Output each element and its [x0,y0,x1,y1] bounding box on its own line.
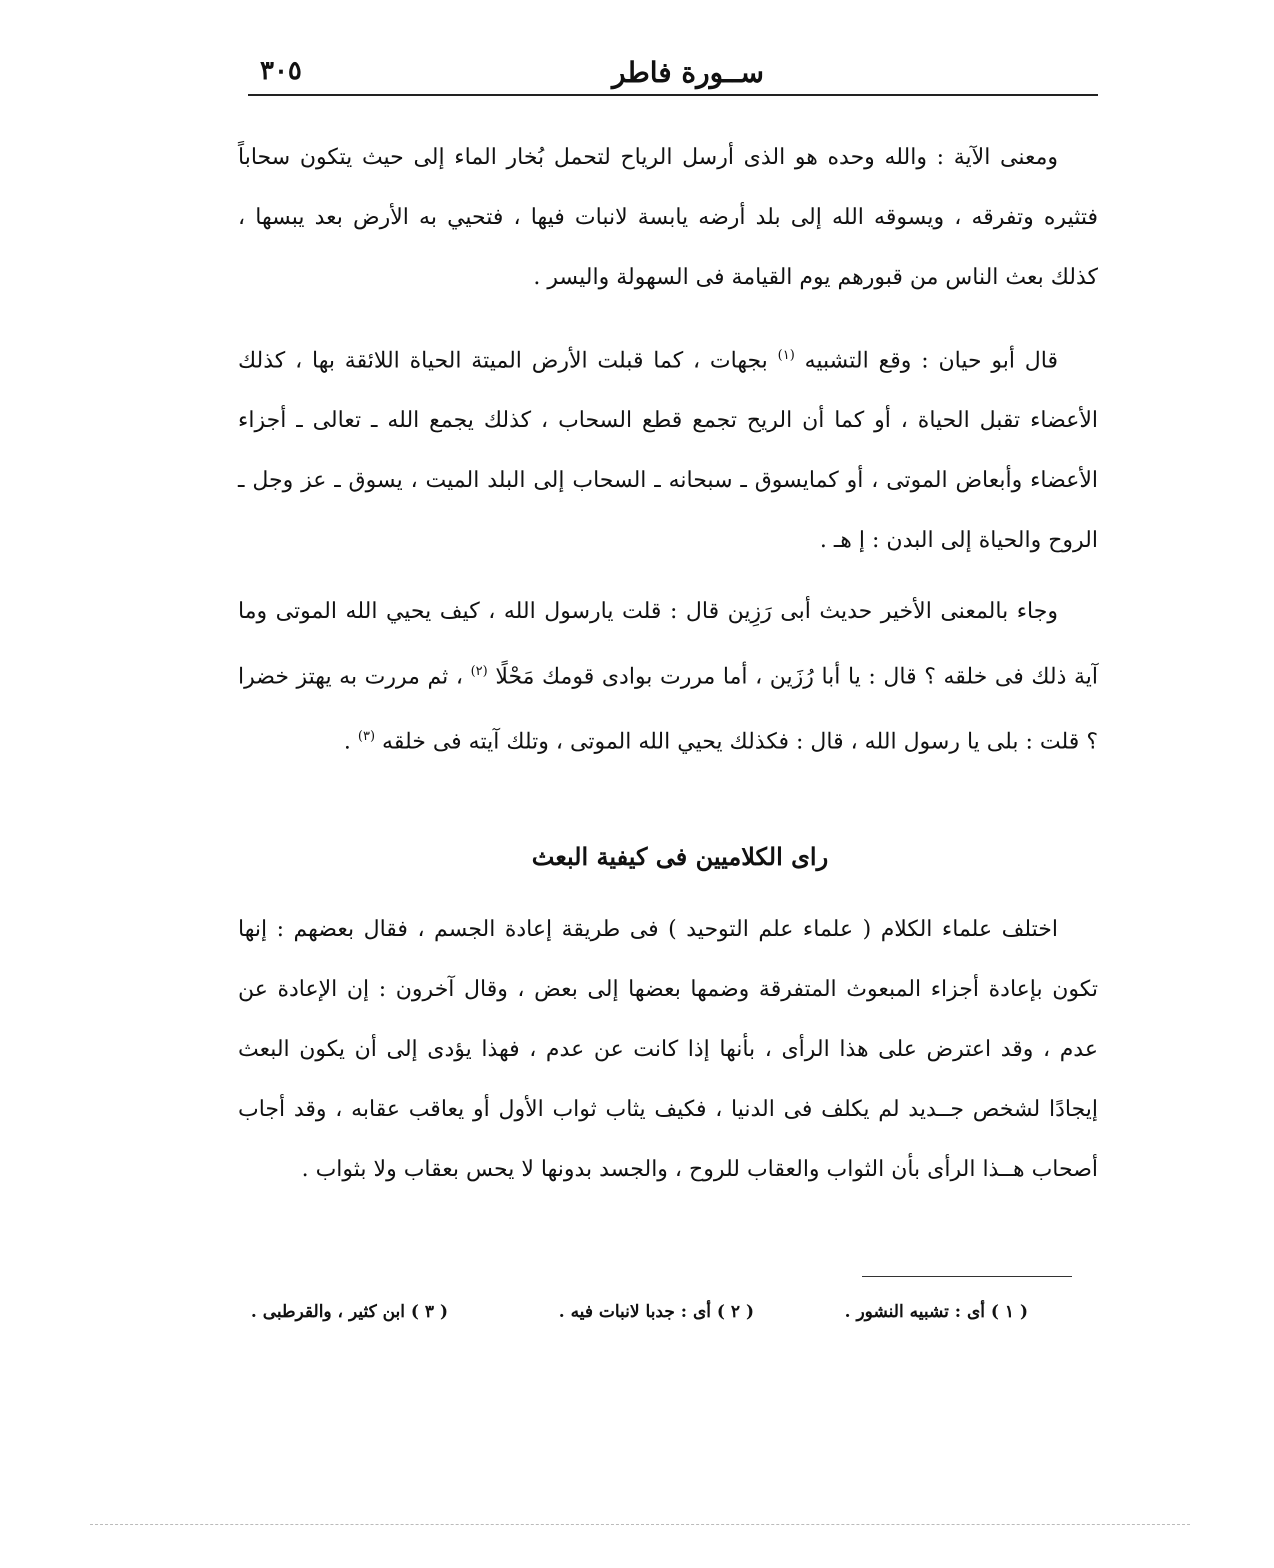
page-header [248,52,1098,92]
footnote-marker-2: (٢) [470,664,488,679]
footnote-rule [862,1276,1072,1277]
paragraph-text: ومعنى الآية : والله وحده هو الذى أرسل الرياح لتحمل بُخار الماء إلى حيث يتكون سحاباً فتثيره وتفرقه ، ويسوقه الله إلى بلد أرضه يابسة لانبات فيها ، فتحيي به الأرض بعد يبسها ، كذلك بعث الناس من قبورهم يوم القيامة فى السهولة واليسر . [238,145,1098,290]
paragraph-text: . [343,729,351,755]
footnote-3: ( ٣ ) ابن كثير ، والقرطبى . [250,1302,448,1322]
footnote-marker-1: (١) [777,348,795,363]
paragraph-text: ، ثم مررت به يهتز خضرا ؟ قلت : بلى يا رسول الله ، قال : فكذلك يحيي الله الموتى ، وتلك آيته فى خلقه [238,664,1098,755]
surah-title: ســورة فاطر [612,56,764,89]
paragraph-text: وجاء بالمعنى الأخير حديث أبى رَزِين قال : قلت يارسول الله ، كيف يحيي الله الموتى وما آية ذلك فى خلقه ؟ قال : يا أبا رُزَين ، أما مررت بوادى قومك مَحْلًا [238,599,1098,690]
paragraph-text: اختلف علماء الكلام ( علماء علم التوحيد ) فى طريقة إعادة الجسم ، فقال بعضهم : إنها تكون بإعادة أجزاء المبعوث المتفرقة وضمها بعضها إلى بعض ، وقال آخرون : إن الإعادة عن عدم ، وقد اعترض على هذا الرأى ، بأنها إذا كانت عن عدم ، فهذا يؤدى إلى أن يكون البعث إيجادًا لشخص جــديد لم يكلف فى الدنيا ، فكيف يثاب ثواب الأول أو يعاقب عقابه ، وقد أجاب أصحاب هــذا الرأى بأن الثواب والعقاب للروح ، والجسد بدونها لا يحس بعقاب ولا بثواب . [238,917,1098,1182]
paragraph-verse-meaning [238,128,1098,308]
footnote-2: ( ٢ ) أى : جدبا لانبات فيه . [558,1302,754,1322]
paragraph-text: قال أبو حيان : وقع التشبيه [804,348,1058,374]
footnote-1: ( ١ ) أى : تشبيه النشور . [844,1302,1028,1322]
scan-artifact-line [90,1524,1190,1525]
paragraph-hadith [238,582,1098,773]
paragraph-text: بجهات ، كما قبلت الأرض الميتة الحياة اللائقة بها ، كذلك الأعضاء تقبل الحياة ، أو كما أن الريح تجمع قطع السحاب ، كذلك يجمع الله ـ تعالى ـ أجزاء الأعضاء وأبعاض الموتى ، أو كمايسوق ـ سبحانه ـ السحاب إلى البلد الميت ، يسوق ـ عز وجل ـ الروح والحياة إلى البدن : إ هـ . [238,348,1098,554]
footnote-marker-3: (٣) [357,729,376,745]
paragraph-kalam-views [238,900,1098,1200]
paragraph-abu-hayyan [238,326,1098,571]
header-rule [248,94,1098,96]
section-heading: راى الكلاميين فى كيفية البعث [531,842,829,871]
page-number: ٣٠٥ [260,56,302,86]
